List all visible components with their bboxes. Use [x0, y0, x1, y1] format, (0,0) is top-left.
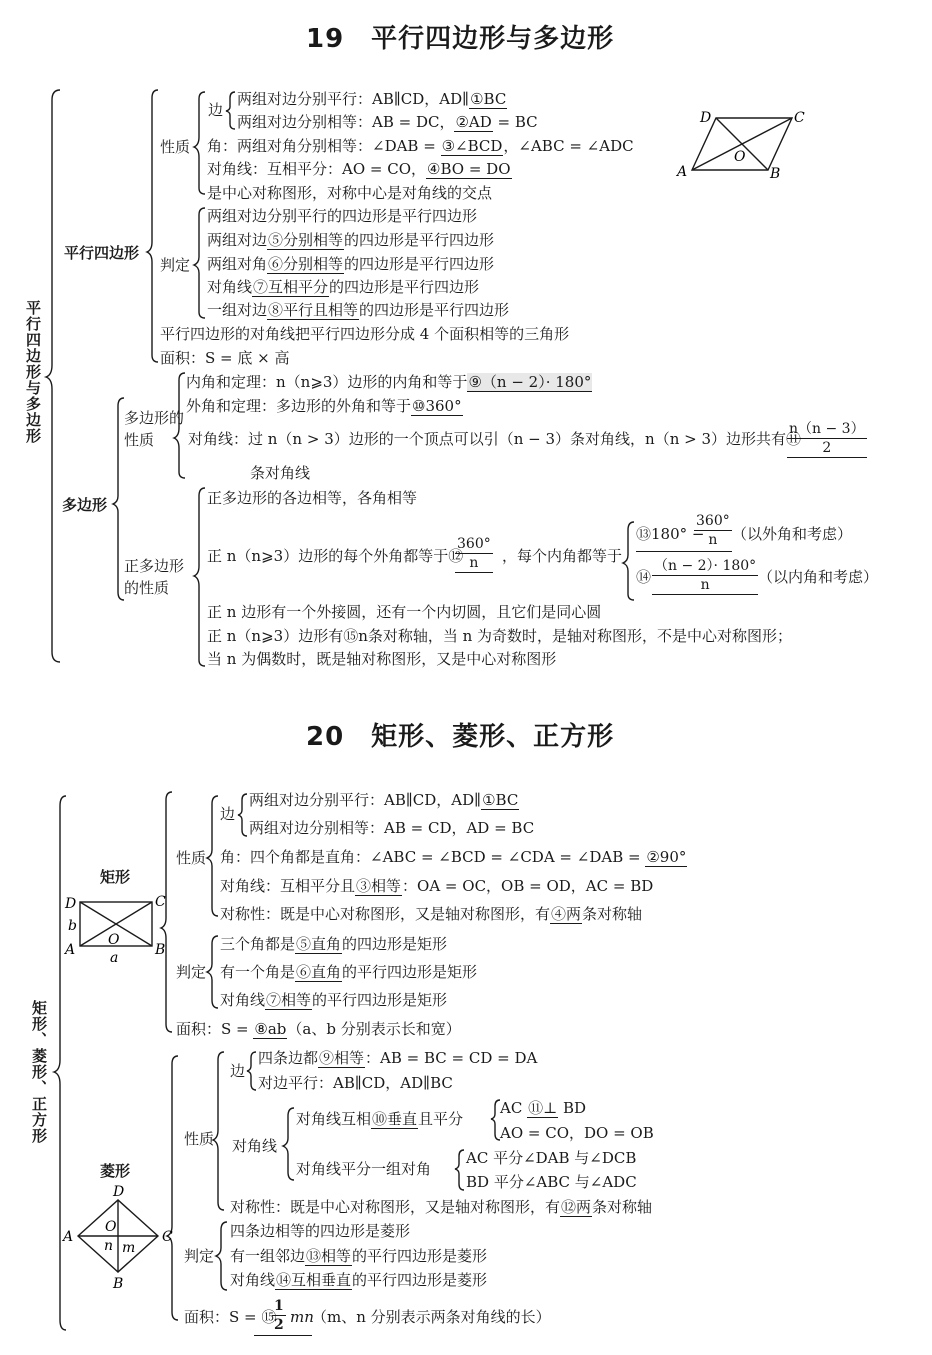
rhom-diag-bisect: 对角线平分一组对角: [296, 1160, 432, 1178]
rhombus-label: 菱形: [100, 1162, 131, 1180]
answer-3: ③∠BCD: [441, 137, 503, 155]
rhom-sym-pre: 对称性：既是中心对称图形，又是轴对称图形，有: [230, 1198, 561, 1216]
answer-12-fraction: [455, 535, 493, 573]
answer-14-denominator: n: [700, 577, 710, 593]
rect-side-equal: 两组对边分别相等：AB = CD，AD = BC: [249, 819, 535, 837]
rhom-answer-11: ⑪⊥: [528, 1099, 558, 1117]
rhom-area-den: 2: [274, 1317, 284, 1333]
rect-area-pre: 面积：S =: [176, 1020, 254, 1038]
rhom-diag-label: 对角线: [232, 1137, 278, 1155]
pd3-pre: 两组对角: [207, 255, 268, 273]
section-20-title: 20 矩形、菱形、正方形: [306, 722, 615, 752]
para-criterion-1: 两组对边分别平行的四边形是平行四边形: [207, 207, 478, 225]
answer-14-fraction: [652, 557, 758, 595]
fig20r-label-C: C: [155, 894, 166, 910]
rect-diag-tail: ：OA = OC，OB = OD，AC = BD: [402, 877, 654, 895]
rhom-bd-bisect: BD 平分∠ABC 与∠ADC: [466, 1173, 637, 1191]
regular-polygon-1: 正多边形的各边相等，各角相等: [207, 489, 418, 507]
rhom-pd2-tail: 的平行四边形是菱形: [352, 1247, 488, 1265]
rhom-criterion-2: [230, 1246, 487, 1266]
rhom-ao-co: AO = CO，DO = OB: [500, 1124, 654, 1142]
para-criterion-5: [207, 300, 509, 320]
answer-11-denominator: 2: [822, 440, 832, 456]
rhom-answer-9: ⑨相等: [319, 1049, 365, 1067]
pd5-pre: 一组对边: [207, 301, 268, 319]
pd3-tail: 的四边形是平行四边形: [344, 255, 495, 273]
para-side-equal-text: 两组对边分别相等：AB = DC，: [237, 113, 455, 131]
answer-14-tail: （以内角和考虑）: [758, 568, 879, 586]
answer-13-underline: [636, 551, 732, 552]
regular-polygon-2-mid: ，每个内角都等于: [502, 547, 623, 565]
rect-area: [176, 1019, 461, 1039]
fig20r-label-B: B: [155, 942, 166, 958]
fig20r-label-A: A: [65, 942, 76, 958]
para-xingzhi-label: 性质: [160, 138, 191, 156]
answer-7: ⑦互相平分: [253, 278, 329, 296]
fig20r-label-O: O: [108, 932, 120, 948]
rect-pd1-tail: 的四边形是矩形: [342, 935, 448, 953]
rect-pd3-tail: 的平行四边形是矩形: [312, 991, 448, 1009]
rect-side-parallel: [249, 790, 519, 810]
answer-14-pre: ⑭: [636, 568, 652, 586]
para-center-symmetry: 是中心对称图形，对称中心是对角线的交点: [207, 184, 493, 202]
rectangle-label: 矩形: [100, 868, 131, 886]
rhom-side-equal: [258, 1048, 537, 1068]
polygon-props-label: 多边形的性质: [124, 409, 185, 449]
fig19-label-B: B: [770, 166, 781, 182]
rhom-symmetry: [230, 1197, 652, 1217]
answer-13-fraction: [694, 512, 732, 549]
fig19-label-D: D: [700, 110, 712, 126]
rhom-sym-tail: 条对称轴: [592, 1198, 653, 1216]
pd4-tail: 的四边形是平行四边形: [329, 278, 480, 296]
fig20h-label-O: O: [105, 1219, 117, 1235]
para-angle: [207, 136, 634, 156]
answer-13-denominator: n: [708, 532, 718, 548]
answer-8: ⑧平行且相等: [268, 301, 359, 319]
para-area-triangles: 平行四边形的对角线把平行四边形分成 4 个面积相等的三角形: [160, 325, 570, 343]
rhom-answer-12: ⑫两: [561, 1198, 592, 1216]
rhom-bian-label: 边: [230, 1062, 246, 1080]
rect-answer-7: ⑦相等: [266, 991, 312, 1009]
answer-4: ④BO = DO: [427, 160, 511, 178]
rect-answer-5: ⑤直角: [296, 935, 342, 953]
pd2-pre: 两组对边: [207, 231, 268, 249]
answer-10: ⑩360°: [412, 397, 462, 415]
rhom-answer-10: ⑩垂直: [372, 1110, 418, 1128]
rhom-b1-tail: ：AB = BC = CD = DA: [365, 1049, 538, 1067]
answer-13-pre: ⑬180° −: [636, 525, 705, 543]
polygon-diagonals: 对角线：过 n（n > 3）边形的一个顶点可以引（n − 3）条对角线，n（n > 3）边形共有⑪: [188, 430, 802, 448]
para-area: 面积：S = 底 × 高: [160, 349, 290, 367]
rect-jiao-pre: 角：四个角都是直角：∠ABC = ∠BCD = ∠CDA = ∠DAB =: [220, 848, 646, 866]
answer-11-fraction: [787, 420, 867, 458]
rhom-answer-15-underline: [254, 1335, 312, 1336]
rect-criterion-2: [220, 962, 477, 982]
rect-answer-2: ②90°: [646, 848, 687, 866]
pd5-tail: 的四边形是平行四边形: [359, 301, 510, 319]
fig19-label-C: C: [794, 110, 805, 126]
parallelogram-figure: [672, 104, 812, 184]
polygon-outer-angle-sum: [186, 396, 463, 416]
rect-diagonal: [220, 876, 653, 896]
rect-answer-8: ⑧ab: [254, 1020, 287, 1038]
rect-criterion-1: [220, 934, 447, 954]
para-angle-tail: ，∠ABC = ∠ADC: [503, 137, 634, 155]
rhom-criterion-3: [230, 1270, 487, 1290]
rect-answer-3: ③相等: [356, 877, 402, 895]
rhom-b1-pre: 四条边都: [258, 1049, 319, 1067]
rect-sym-tail: 条对称轴: [582, 905, 643, 923]
rhom-answer-15-fraction: [272, 1297, 286, 1334]
rhom-ac-perp-bd: [500, 1098, 586, 1118]
fig20h-label-B: B: [113, 1276, 124, 1292]
answer-13-tail: （以外角和考虑）: [732, 525, 853, 543]
rect-answer-4: ④两: [551, 905, 582, 923]
answer-9: ⑨（n − 2）· 180°: [468, 373, 592, 391]
rhom-d1-pre: 对角线互相: [296, 1110, 372, 1128]
regular-polygon-5: 正 n（n⩾3）边形有⑮n条对称轴，当 n 为奇数时，是轴对称图形，不是中心对称图形；: [207, 627, 793, 645]
rhom-pd3-tail: 的平行四边形是菱形: [352, 1271, 488, 1289]
rhom-area-tail: （m、n 分别表示两条对角线的长）: [312, 1308, 551, 1326]
rhom-criterion-1: 四条边相等的四边形是菱形: [230, 1222, 411, 1240]
answer-1: ①BC: [470, 90, 507, 108]
fig19-label-O: O: [734, 149, 746, 165]
rect-diag-pre: 对角线：互相平分且: [220, 877, 356, 895]
rhom-diag-perp: [296, 1109, 463, 1129]
fig20r-label-b: b: [68, 918, 77, 934]
answer-11-numerator: n（n − 3）: [789, 421, 865, 437]
answer-12-denominator: n: [469, 555, 479, 571]
rhom-d1-tail: 且平分: [418, 1110, 464, 1128]
rect-symmetry: [220, 904, 642, 924]
para-side-parallel: [237, 89, 507, 109]
rect-panding-label: 判定: [176, 963, 207, 981]
para-criterion-3: [207, 254, 494, 274]
fig20r-label-a: a: [110, 950, 119, 966]
rhom-area-pre: 面积：S = ⑮: [184, 1308, 277, 1326]
polygon-diagonals-tail: 条对角线: [250, 464, 311, 482]
para-criterion-4: [207, 277, 479, 297]
fig20h-label-D: D: [113, 1184, 125, 1200]
rhom-panding-label: 判定: [184, 1247, 215, 1265]
fig19-label-A: A: [677, 164, 688, 180]
answer-6: ⑥分别相等: [268, 255, 344, 273]
rhom-xingzhi-label: 性质: [184, 1130, 215, 1148]
rhom-area-mn: mn: [290, 1308, 314, 1326]
answer-14-numerator: （n − 2）· 180°: [654, 558, 757, 574]
para-side-parallel-text: 两组对边分别平行：AB∥CD，AD∥: [237, 90, 470, 108]
fig20h-label-n: n: [104, 1238, 114, 1254]
para-criterion-2: [207, 230, 494, 250]
rect-answer-6: ⑥直角: [296, 963, 342, 981]
outer-pre: 外角和定理：多边形的外角和等于: [186, 397, 412, 415]
pd4-pre: 对角线: [207, 278, 253, 296]
rect-answer-1: ①BC: [482, 791, 519, 809]
fig20h-label-C: C: [162, 1229, 173, 1245]
rhom-d1a-tail: BD: [558, 1099, 587, 1117]
polygon-inner-angle-sum: [186, 372, 592, 392]
rect-angle: [220, 847, 687, 867]
fig20h-label-A: A: [63, 1229, 74, 1245]
inner-pre: 内角和定理：n（n⩾3）边形的内角和等于: [186, 373, 468, 391]
para-panding-label: 判定: [160, 256, 191, 274]
fig20r-label-D: D: [65, 896, 77, 912]
rhom-area-num: 1: [274, 1298, 284, 1314]
rhom-side-parallel: 对边平行：AB∥CD，AD∥BC: [258, 1074, 453, 1092]
answer-13-numerator: 360°: [696, 513, 730, 529]
para-bian-label: 边: [208, 101, 224, 119]
section-20-main-label: 矩形、菱形、正方形: [30, 1000, 48, 1144]
rhom-answer-13: ⑬相等: [306, 1247, 352, 1265]
fig20h-label-m: m: [122, 1240, 136, 1256]
rhom-pd2-pre: 有一组邻边: [230, 1247, 306, 1265]
answer-12-numerator: 360°: [457, 536, 491, 552]
rect-pd3-pre: 对角线: [220, 991, 266, 1009]
regular-polygon-props-label: 正多边形的性质: [124, 557, 185, 597]
polygon-label: 多边形: [62, 496, 108, 514]
regular-polygon-4: 正 n 边形有一个外接圆，还有一个内切圆，且它们是同心圆: [207, 603, 602, 621]
rect-area-tail: （a、b 分别表示长和宽）: [287, 1020, 461, 1038]
para-diagonal: [207, 159, 512, 179]
para-side-equal: [237, 112, 538, 132]
parallelogram-label: 平行四边形: [64, 244, 140, 262]
rhom-d1a-pre: AC: [500, 1099, 528, 1117]
rect-bian-label: 边: [220, 805, 236, 823]
rect-sym-pre: 对称性：既是中心对称图形，又是轴对称图形，有: [220, 905, 551, 923]
para-angle-text: 角：两组对角分别相等：∠DAB =: [207, 137, 441, 155]
rect-pd2-pre: 有一个角是: [220, 963, 296, 981]
section-19-main-label: 平行四边形与多边形: [24, 300, 42, 444]
rect-pd1-pre: 三个角都是: [220, 935, 296, 953]
regular-polygon-6: 当 n 为偶数时，既是轴对称图形，又是中心对称图形: [207, 650, 557, 668]
rect-b1-pre: 两组对边分别平行：AB∥CD，AD∥: [249, 791, 482, 809]
rhom-pd3-pre: 对角线: [230, 1271, 276, 1289]
rectangle-figure: [60, 886, 172, 966]
rhom-ac-bisect: AC 平分∠DAB 与∠DCB: [466, 1149, 637, 1167]
section-19-title: 19 平行四边形与多边形: [306, 24, 615, 54]
rect-criterion-3: [220, 990, 447, 1010]
rhombus-figure: [60, 1182, 180, 1294]
answer-5: ⑤分别相等: [268, 231, 344, 249]
rect-xingzhi-label: 性质: [176, 849, 207, 867]
regular-polygon-2: 正 n（n⩾3）边形的每个外角都等于⑫: [207, 547, 464, 565]
pd2-tail: 的四边形是平行四边形: [344, 231, 495, 249]
rect-pd2-tail: 的平行四边形是矩形: [342, 963, 478, 981]
rhom-answer-14: ⑭互相垂直: [276, 1271, 352, 1289]
para-diagonal-text: 对角线：互相平分：AO = CO，: [207, 160, 427, 178]
answer-2: ②AD: [455, 113, 492, 131]
para-side-equal-tail: = BC: [492, 113, 538, 131]
